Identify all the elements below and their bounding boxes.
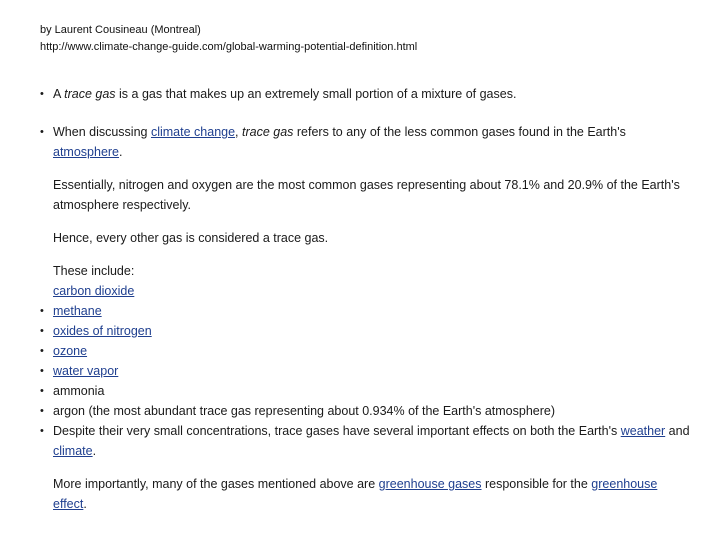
more-end: . bbox=[83, 497, 87, 511]
ammonia-text: ammonia bbox=[53, 384, 105, 398]
link-greenhouse-gases[interactable]: greenhouse gases bbox=[378, 477, 482, 491]
bullet-climate-change bbox=[40, 122, 690, 301]
bullet-marker: • bbox=[40, 126, 44, 138]
link-ozone[interactable]: ozone bbox=[53, 344, 88, 358]
bullet-marker: • bbox=[40, 365, 44, 377]
despite-and: and bbox=[665, 424, 690, 438]
b1-rest: is a gas that makes up an extremely small portion of a mixture of gases. bbox=[115, 87, 517, 101]
despite-text: Despite their very small concentrations, trace gases have several important effects on both the Earth's bbox=[53, 424, 621, 438]
link-climate-change[interactable]: climate change bbox=[150, 125, 236, 139]
link-methane[interactable]: methane bbox=[53, 304, 102, 318]
link-carbon-dioxide[interactable]: carbon dioxide bbox=[53, 284, 135, 298]
more-text: More importantly, many of the gases mentioned above are bbox=[53, 477, 379, 491]
bullet-despite bbox=[40, 421, 690, 514]
author-line: by Laurent Cousineau (Montreal) bbox=[40, 24, 201, 36]
bullet-marker: • bbox=[40, 305, 44, 317]
bullet-marker: • bbox=[40, 88, 44, 100]
b2-mid: refers to any of the less common gases found in the Earth's bbox=[293, 125, 626, 139]
b1-term: trace gas bbox=[64, 87, 116, 101]
b2-end: . bbox=[119, 145, 123, 159]
argon-text: argon (the most abundant trace gas representing about 0.934% of the Earth's atmosphere) bbox=[53, 404, 556, 418]
para-hence: Hence, every other gas is considered a trace gas. bbox=[53, 231, 329, 245]
b2-sep: , bbox=[235, 125, 242, 139]
para-essentially: Essentially, nitrogen and oxygen are the most common gases representing about 78.1% and 20.9% of the Earth's atmosphere respectively. bbox=[53, 178, 680, 212]
list-item-ozone bbox=[40, 341, 690, 361]
bullet-marker: • bbox=[40, 345, 44, 357]
link-water-vapor[interactable]: water vapor bbox=[53, 364, 119, 378]
link-atmosphere[interactable]: atmosphere bbox=[53, 145, 120, 159]
link-greenhouse-effect[interactable]: greenhouse effect bbox=[53, 477, 658, 511]
b2-term: trace gas bbox=[242, 125, 294, 139]
b2-prefix: When discussing bbox=[53, 125, 151, 139]
para-more-importantly bbox=[53, 474, 690, 514]
link-weather[interactable]: weather bbox=[620, 424, 666, 438]
bullet-marker: • bbox=[40, 325, 44, 337]
list-item-ammonia bbox=[40, 381, 690, 401]
list-item-oxides-of-nitrogen bbox=[40, 321, 690, 341]
these-include-label: These include: bbox=[53, 264, 135, 278]
list-item-methane bbox=[40, 301, 690, 321]
source-url: http://www.climate-change-guide.com/global-warming-potential-definition.html bbox=[40, 41, 418, 53]
attribution bbox=[40, 22, 417, 56]
bullet-marker: • bbox=[40, 405, 44, 417]
more-mid: responsible for the bbox=[481, 477, 592, 491]
b1-prefix: A bbox=[53, 87, 65, 101]
link-oxides-of-nitrogen[interactable]: oxides of nitrogen bbox=[53, 324, 152, 338]
despite-end: . bbox=[92, 444, 97, 458]
bullet-trace-gas-definition bbox=[40, 84, 690, 104]
bullet-marker: • bbox=[40, 425, 44, 437]
list-item-argon bbox=[40, 401, 690, 421]
slide-body bbox=[40, 84, 690, 514]
bullet-marker: • bbox=[40, 385, 44, 397]
link-climate[interactable]: climate bbox=[53, 444, 93, 458]
list-item-water-vapor bbox=[40, 361, 690, 381]
